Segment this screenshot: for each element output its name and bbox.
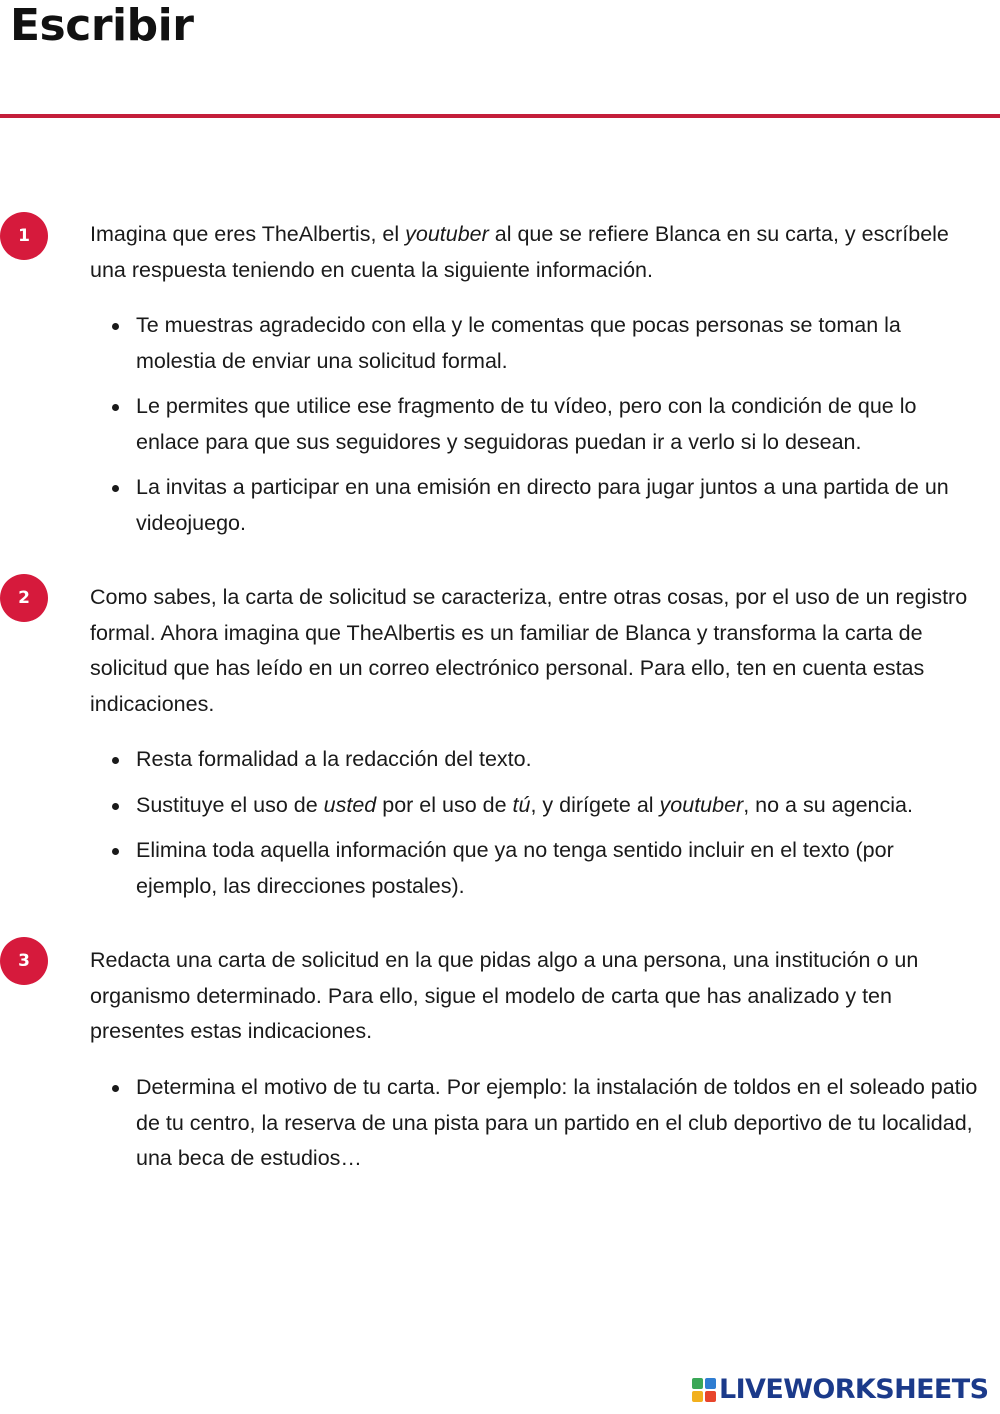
- bullet-icon: [112, 323, 119, 330]
- list-item-text: Determina el motivo de tu carta. Por ejemplo: la instalación de toldos en el soleado patio de tu centro, la reserva de una pista para un partido en el club deportivo de tu localidad, una beca de estudios…: [136, 1075, 978, 1170]
- title-divider: [0, 114, 1000, 118]
- list-item: [90, 389, 980, 460]
- list-item-text: Le permites que utilice ese fragmento de tu vídeo, pero con la condición de que lo enlace para que sus seguidores y seguidoras puedan ir a verlo si lo desean.: [136, 394, 917, 454]
- exercise-prompt: Imagina que eres TheAlbertis, el youtuber al que se refiere Blanca en su carta, y escríbele una respuesta teniendo en cuenta la siguiente información.: [90, 222, 949, 282]
- logo-tile-icon: [692, 1378, 703, 1389]
- list-item: [90, 1070, 980, 1177]
- bullet-icon: [112, 803, 119, 810]
- logo-tile-icon: [705, 1391, 716, 1402]
- logo-tile-icon: [692, 1391, 703, 1402]
- list-item-text: La invitas a participar en una emisión en directo para jugar juntos a una partida de un videojuego.: [136, 475, 949, 535]
- italic-term: youtuber: [405, 222, 489, 246]
- liveworksheets-logo: [692, 1374, 988, 1406]
- bullet-icon: [112, 757, 119, 764]
- italic-term: usted: [323, 792, 377, 817]
- list-item: [90, 742, 980, 778]
- exercise-number-badge: 3: [0, 937, 48, 985]
- list-item: [90, 833, 980, 904]
- brand-name: LIVEWORKSHEETS: [719, 1374, 989, 1405]
- list-item-text: Resta formalidad a la redacción del texto.: [136, 747, 532, 771]
- exercise-prompt: Como sabes, la carta de solicitud se caracteriza, entre otras cosas, por el uso de un registro formal. Ahora imagina que TheAlbertis es un familiar de Blanca y transforma la carta de solicitud que has leído en un correo electrónico personal. Para ello, ten en cuenta estas indicaciones.: [90, 585, 968, 716]
- exercise-number-badge: 2: [0, 574, 48, 622]
- page-title: Escribir: [10, 0, 194, 51]
- liveworksheets-icon: [692, 1378, 716, 1402]
- list-item-text: Te muestras agradecido con ella y le comentas que pocas personas se toman la molestia de enviar una solicitud formal.: [136, 313, 901, 373]
- list-item-text: Sustituye el uso de usted por el uso de tú, y dirígete al youtuber, no a su agencia.: [136, 792, 913, 817]
- italic-term: tú: [512, 792, 531, 817]
- list-item: [90, 308, 980, 379]
- bullet-icon: [112, 404, 119, 411]
- bullet-icon: [112, 1085, 119, 1092]
- list-item-text: Elimina toda aquella información que ya no tenga sentido incluir en el texto (por ejemplo, las direcciones postales).: [136, 838, 894, 898]
- exercise-bullet-list: [90, 742, 980, 914]
- exercise-prompt: Redacta una carta de solicitud en la que pidas algo a una persona, una institución o un organismo determinado. Para ello, sigue el modelo de carta que has analizado y ten presentes estas indicaciones.: [90, 948, 919, 1043]
- bullet-icon: [112, 485, 119, 492]
- exercise-bullet-list: [90, 1070, 980, 1187]
- list-item: [90, 470, 980, 541]
- italic-term: youtuber: [659, 792, 744, 817]
- list-item: [90, 788, 980, 824]
- exercise-number-badge: 1: [0, 212, 48, 260]
- logo-tile-icon: [705, 1378, 716, 1389]
- bullet-icon: [112, 848, 119, 855]
- exercise-bullet-list: [90, 308, 980, 551]
